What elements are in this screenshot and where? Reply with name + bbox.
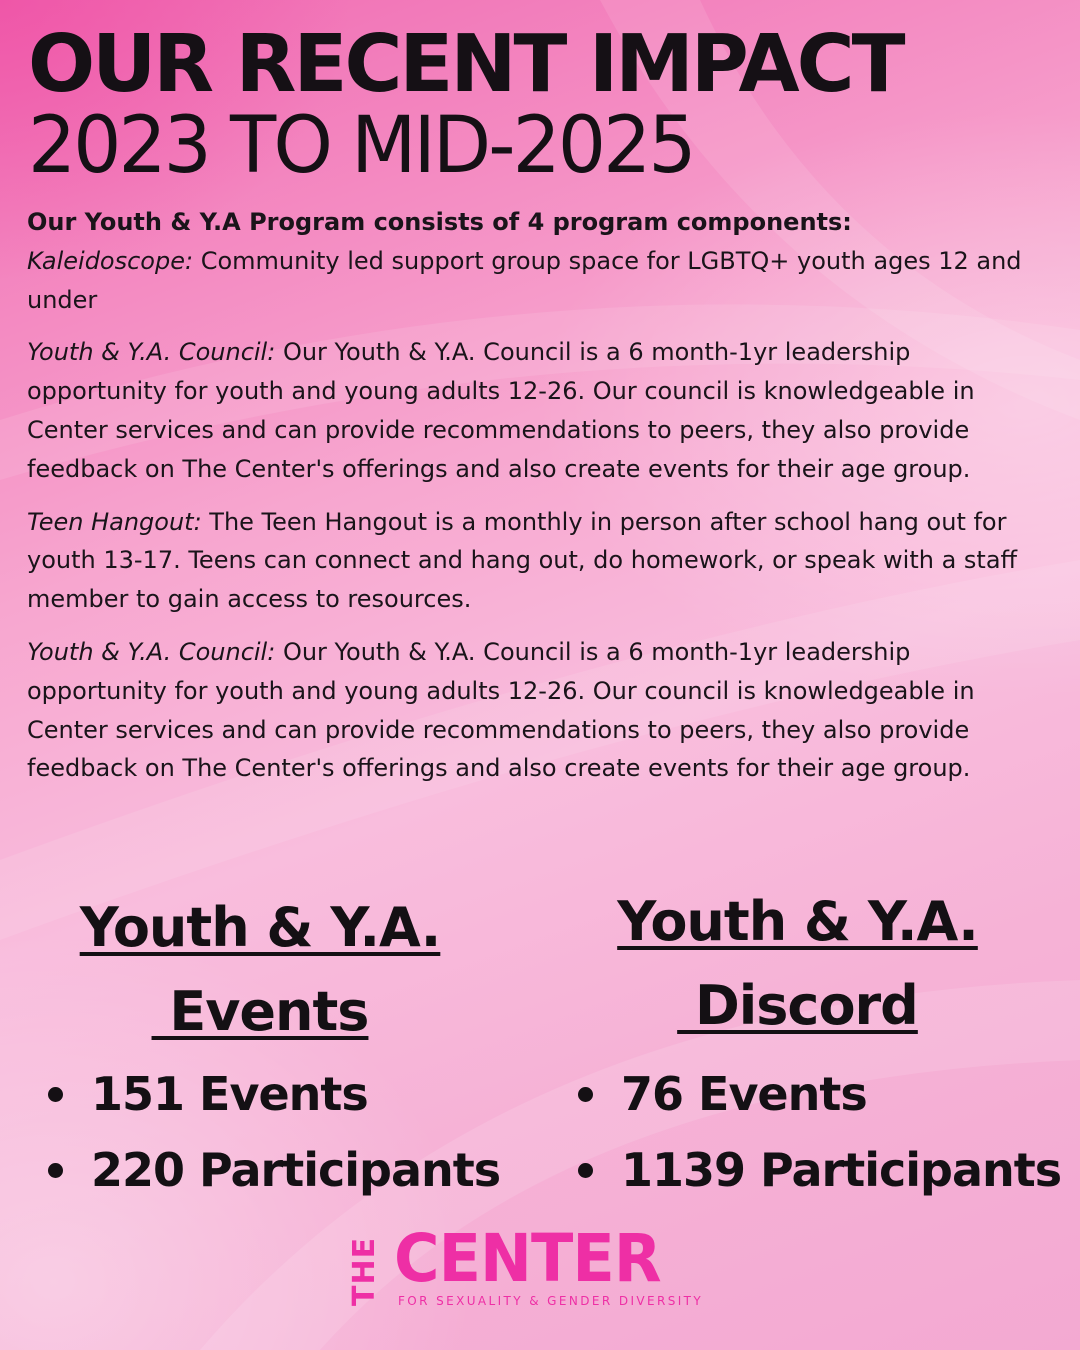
- discord-stats-heading: [560, 880, 1035, 1048]
- list-item: [48, 1132, 500, 1208]
- program-name: Kaleidoscope:: [27, 246, 194, 275]
- program-item-council-repeat: [27, 633, 1057, 788]
- program-item-kaleidoscope: [27, 203, 1057, 319]
- intro-heading: Our Youth & Y.A Program consists of 4 program components:: [27, 208, 852, 236]
- logo-tagline: FOR SEXUALITY & GENDER DIVERSITY: [398, 1294, 704, 1308]
- program-name: Youth & Y.A. Council:: [27, 637, 276, 666]
- list-item: [48, 1056, 500, 1132]
- discord-heading-line2: Discord: [677, 974, 918, 1037]
- page-subtitle: 2023 TO MID-2025: [28, 101, 694, 191]
- program-description-text: The Teen Hangout is a monthly in person after school hang out for youth 13-17. Teens can connect and hang out, do homework, or speak with a staff member to gain access to resources.: [27, 507, 1018, 614]
- program-description-text: Our Youth & Y.A. Council is a 6 month-1yr leadership opportunity for youth and young adults 12-26. Our council is knowledgeable in Center services and can provide recommendations to peers, they also provide feedback on The Center's offerings and also create events for their age group.: [27, 637, 975, 783]
- events-heading-line1: Youth & Y.A.: [79, 896, 441, 959]
- events-heading-line2: Events: [151, 980, 369, 1043]
- page-title: OUR RECENT IMPACT: [28, 18, 903, 110]
- program-description-text: Our Youth & Y.A. Council is a 6 month-1yr leadership opportunity for youth and young adults 12-26. Our council is knowledgeable in Center services and can provide recommendations to peers, they also provide feedback on The Center's offerings and also create events for their age group.: [27, 338, 975, 483]
- program-description-text: Community led support group space for LGBTQ+ youth ages 12 and under: [27, 246, 1022, 314]
- the-center-logo: [348, 1222, 718, 1322]
- program-name: Youth & Y.A. Council:: [27, 338, 276, 367]
- stat-value: 151 Events: [91, 1067, 368, 1121]
- stat-value: 220 Participants: [91, 1143, 501, 1197]
- bullet-icon: [578, 1163, 593, 1178]
- events-stats-list: [48, 1056, 500, 1208]
- bullet-icon: [578, 1087, 593, 1102]
- program-item-council: [27, 333, 1057, 488]
- discord-heading-line1: Youth & Y.A.: [617, 890, 978, 953]
- discord-stats-list: [578, 1056, 1061, 1208]
- program-name: Teen Hangout:: [27, 507, 202, 536]
- stat-value: 1139 Participants: [621, 1143, 1062, 1197]
- program-item-teen-hangout: [27, 503, 1057, 619]
- stat-value: 76 Events: [621, 1067, 867, 1121]
- logo-the-text: THE: [347, 1236, 382, 1306]
- list-item: [578, 1056, 1061, 1132]
- events-stats-heading: [40, 886, 480, 1054]
- program-description: [27, 203, 1057, 802]
- bullet-icon: [48, 1087, 63, 1102]
- bullet-icon: [48, 1163, 63, 1178]
- logo-name: CENTER: [394, 1220, 661, 1297]
- list-item: [578, 1132, 1061, 1208]
